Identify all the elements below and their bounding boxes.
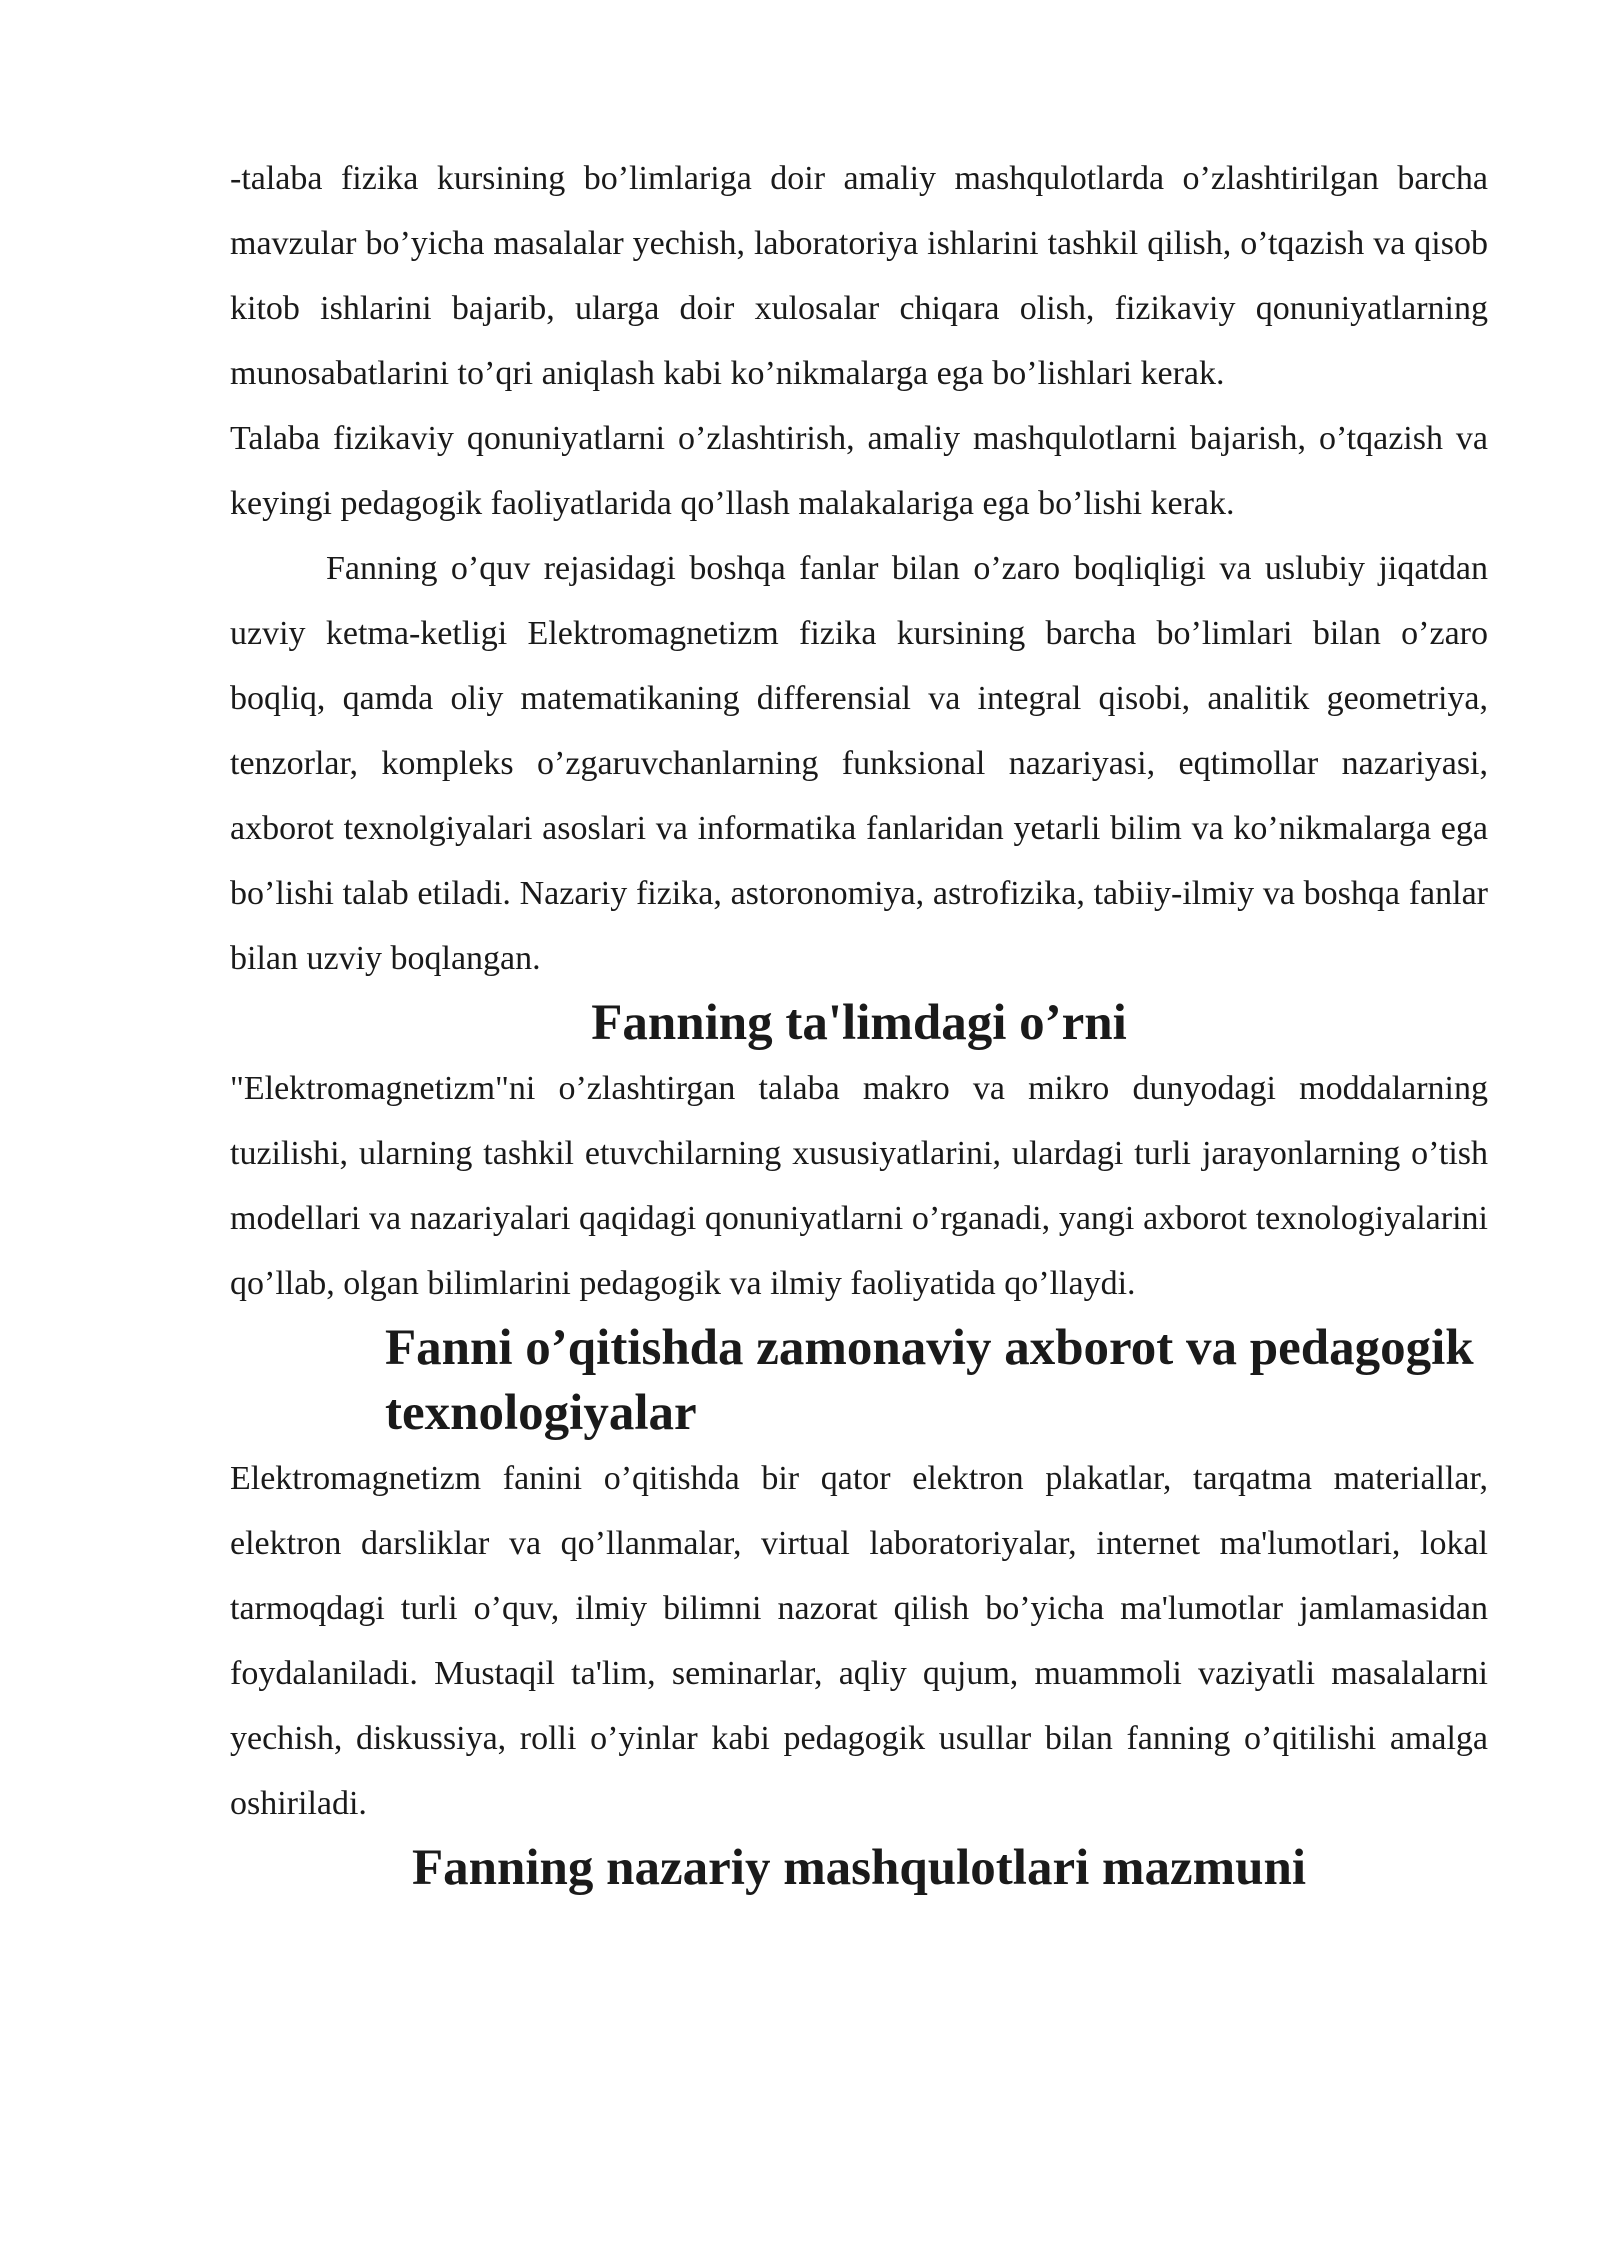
heading-role-in-education: Fanning ta'limdagi o’rni: [591, 995, 1127, 1051]
paragraph-student-requirements: Talaba fizikaviy qonuniyatlarni o’zlashtirish, amaliy mashqulotlarni bajarish, o’tqazish va keyingi pedagogik faoliyatlarida qo’llash malakalariga ega bo’lishi kerak.: [230, 420, 1488, 522]
paragraph-skills: -talaba fizika kursining bo’limlariga doir amaliy mashqulotlarda o’zlashtirilgan barcha mavzular bo’yicha masalalar yechish, laboratoriya ishlarini tashkil qilish, o’tqazish va qisob kitob ishlarini bajarib, ularga doir xulosalar chiqara olish, fizikaviy qonuniyatlarning munosabatlarini to’qri aniqlash kabi ko’nikmalarga ega bo’lishlari kerak.: [230, 160, 1488, 392]
heading-theoretical-content: Fanning nazariy mashqulotlari mazmuni: [411, 1840, 1307, 1896]
document-page: [230, 146, 1488, 1901]
paragraph-interdisciplinary: Fanning o’quv rejasidagi boshqa fanlar bilan o’zaro boqliqligi va uslubiy jiqatdan uzviy ketma-ketligi Elektromagnetizm fizika kursining barcha bo’limlari bilan o’zaro boqliq, qamda oliy matematikaning differensial va integral qisobi, analitik geometriya, tenzorlar, kompleks o’zgaruvchanlarning funksional nazariyasi, eqtimollar nazariyasi, axborot texnolgiyalari asoslari va informatika fanlaridan yetarli bilim va ko’nikmalarga ega bo’lishi talab etiladi. Nazariy fizika, astoronomiya, astrofizika, tabiiy-ilmiy va boshqa fanlar bilan uzviy boqlangan.: [230, 550, 1488, 977]
heading-teaching-technologies: Fanni o’qitishda zamonaviy axborot va pedagogik texnologiyalar: [385, 1320, 1474, 1441]
paragraph-role-in-education: "Elektromagnetizm"ni o’zlashtirgan talaba makro va mikro dunyodagi moddalarning tuzilishi, ularning tashkil etuvchilarning xususiyatlarini, ulardagi turli jarayonlarning o’tish modellari va nazariyalari qaqidagi qonuniyatlarni o’rganadi, yangi axborot texnologiyalarini qo’llab, olgan bilimlarini pedagogik va ilmiy faoliyatida qo’llaydi.: [230, 1070, 1488, 1302]
paragraph-teaching-technologies: Elektromagnetizm fanini o’qitishda bir qator elektron plakatlar, tarqatma materiallar, elektron darsliklar va qo’llanmalar, virtual laboratoriyalar, internet ma'lumotlari, lokal tarmoqdagi turli o’quv, ilmiy bilimni nazorat qilish bo’yicha ma'lumotlar jamlamasidan foydalaniladi. Mustaqil ta'lim, seminarlar, aqliy qujum, muammoli vaziyatli masalalarni yechish, diskussiya, rolli o’yinlar kabi pedagogik usullar bilan fanning o’qitilishi amalga oshiriladi.: [230, 1460, 1488, 1822]
